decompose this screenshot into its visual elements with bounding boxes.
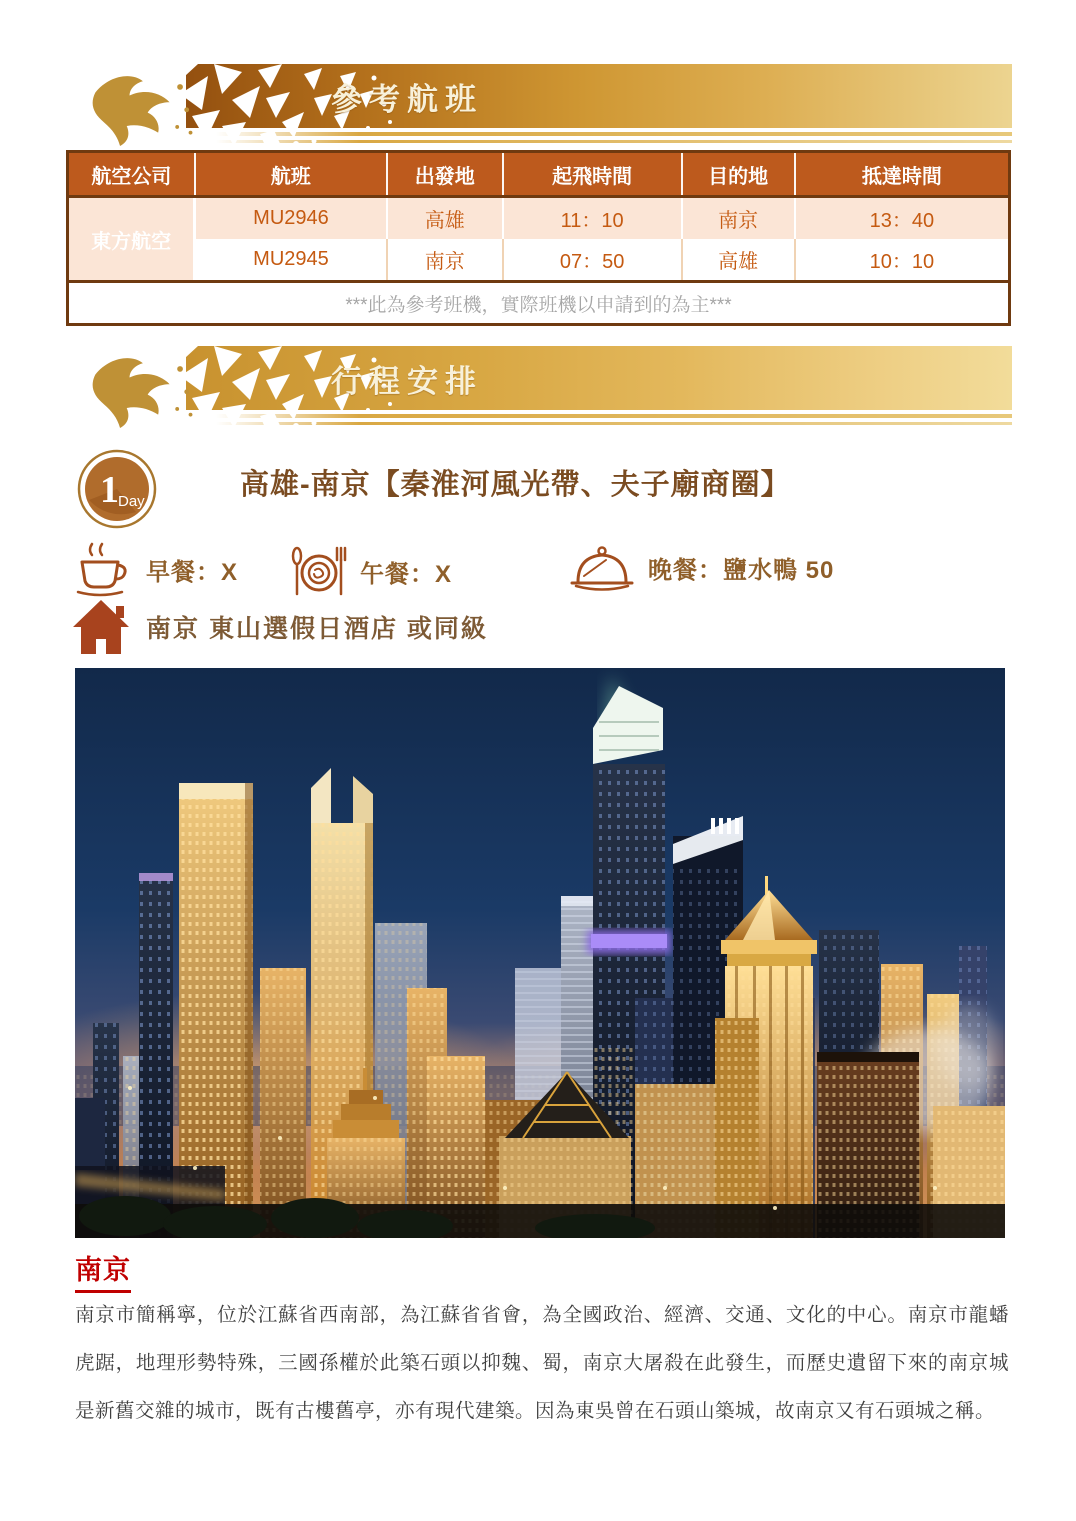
note-row [68,282,1010,325]
coffee-cup-icon [70,540,136,598]
hotel-row [72,598,488,656]
itinerary-banner-title: 行程安排 [331,364,483,399]
day-label: Day [118,493,145,510]
dinner-label: 晚餐：鹽水鴨 50 [648,556,835,584]
day-number: 1 [100,469,119,511]
lunch-row [288,540,452,602]
origin: 高雄 [387,197,503,240]
day-1-badge [76,448,158,530]
flight-note: ***此為參考班機，實際班機以申請到的為主*** [68,282,1010,325]
arrival-time: 13：40 [795,197,1010,240]
origin: 南京 [387,239,503,282]
col-arrival-time: 抵達時間 [795,152,1010,197]
itinerary-banner [66,342,1012,430]
day-title: 高雄-南京【秦淮河風光帶、夫子廟商圈】 [240,469,791,501]
hotel-name: 南京 東山選假日酒店 或同級 [146,615,488,643]
flight-number: MU2946 [195,197,387,240]
flights-banner [66,60,1012,148]
section-heading-nanjing: 南京 [75,1248,131,1293]
dinner-row [566,540,834,594]
plate-cutlery-icon [288,540,350,602]
col-origin: 出發地 [387,152,503,197]
flight-number: MU2945 [195,239,387,282]
departure-time: 07：50 [503,239,682,282]
house-icon [72,598,130,656]
airline-cell: 東方航空 [68,197,195,282]
breakfast-label: 早餐：X [146,558,239,586]
cloche-icon [566,540,638,594]
flight-row [68,197,1010,240]
nanjing-night-photo [75,668,1005,1238]
col-airline: 航空公司 [68,152,195,197]
flights-banner-title: 參考航班 [331,82,483,117]
lunch-label: 午餐：X [360,560,453,588]
arrival-time: 10：10 [795,239,1010,282]
section-body: 南京市簡稱寧，位於江蘇省西南部，為江蘇省省會，為全國政治、經濟、交通、文化的中心。南京市龍蟠虎踞，地理形勢特殊，三國孫權於此築石頭以抑魏、蜀，南京大屠殺在此發生，而歷史遺留下來的南京城是新舊交雜的城市，既有古樓舊亭，亦有現代建築。因為東吳曾在石頭山築城，故南京又有石頭城之稱。 [75,1304,1009,1422]
destination: 高雄 [682,239,795,282]
flight-row [68,239,1010,282]
flight-table-header-row [68,152,1010,197]
breakfast-row [70,540,238,598]
destination: 南京 [682,197,795,240]
flight-table [66,150,1011,326]
departure-time: 11：10 [503,197,682,240]
col-departure-time: 起飛時間 [503,152,682,197]
col-destination: 目的地 [682,152,795,197]
col-flight: 航班 [195,152,387,197]
